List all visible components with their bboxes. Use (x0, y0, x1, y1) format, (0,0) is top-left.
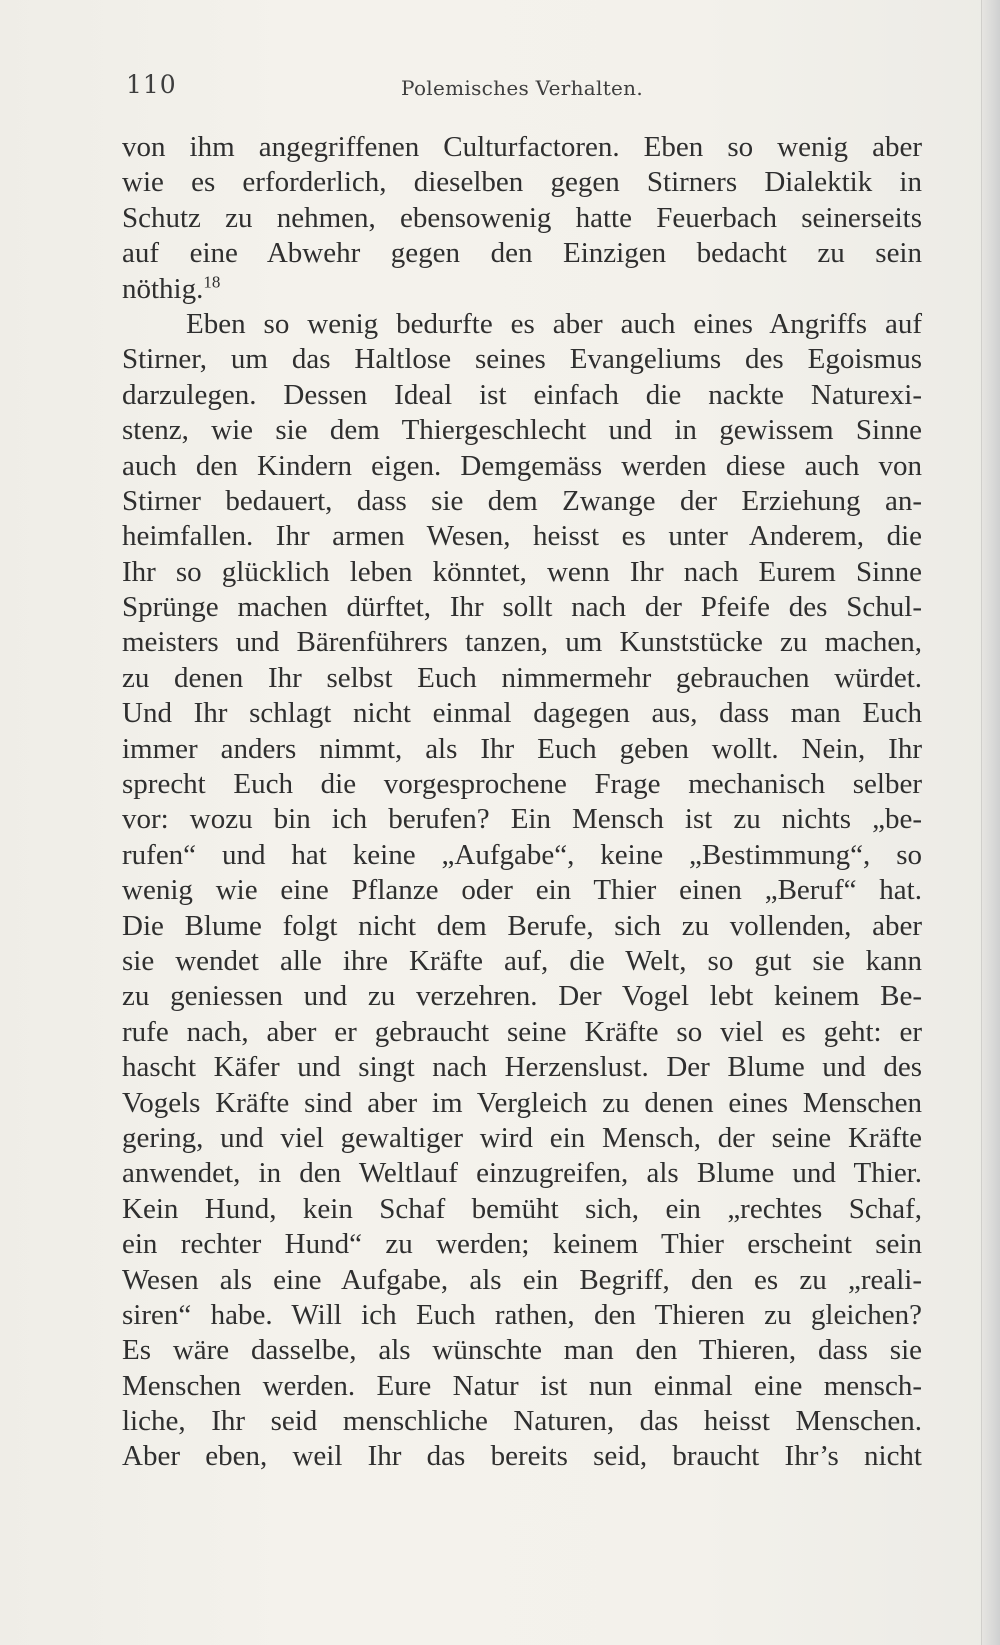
text-line: meisters und Bärenführers tanzen, um Kunststücke zu machen, (122, 626, 922, 659)
page-edge (981, 0, 1000, 1645)
text-line: sie wendet alle ihre Kräfte auf, die Welt, so gut sie kann (122, 944, 922, 977)
text-line: zu denen Ihr selbst Euch nimmermehr gebrauchen würdet. (122, 661, 922, 694)
text-line: rufe nach, aber er gebraucht seine Kräfte so viel es geht: er (122, 1015, 922, 1048)
text-line: Ihr so glücklich leben könntet, wenn Ihr nach Eurem Sinne (122, 555, 922, 588)
text-line-content: nöthig. (122, 272, 204, 305)
text-line: immer anders nimmt, als Ihr Euch geben wollt. Nein, Ihr (122, 732, 922, 765)
text-line: heimfallen. Ihr armen Wesen, heisst es unter Anderem, die (122, 520, 922, 553)
text-line: von ihm angegriffenen Culturfactoren. Eben so wenig aber (122, 131, 922, 163)
text-line: Die Blume folgt nicht dem Berufe, sich zu vollenden, aber (122, 909, 922, 942)
text-line: Kein Hund, kein Schaf bemüht sich, ein „rechtes Schaf, (122, 1192, 922, 1225)
text-line: darzulegen. Dessen Ideal ist einfach die nackte Naturexi- (122, 378, 922, 411)
text-line: Sprünge machen dürftet, Ihr sollt nach der Pfeife des Schul- (122, 591, 922, 624)
text-line: vor: wozu bin ich berufen? Ein Mensch ist zu nichts „be- (122, 803, 922, 836)
running-title: Polemisches Verhalten. (401, 76, 644, 100)
text-line: anwendet, in den Weltlauf einzugreifen, als Blume und Thier. (122, 1157, 922, 1190)
text-line: Vogels Kräfte sind aber im Vergleich zu denen eines Menschen (122, 1086, 922, 1119)
footnote-reference: 18 (203, 271, 221, 291)
text-line: stenz, wie sie dem Thiergeschlecht und in gewissem Sinne (122, 414, 922, 447)
text-line: siren“ habe. Will ich Euch rathen, den Thieren zu gleichen? (122, 1298, 922, 1331)
text-line: zu geniessen und zu verzehren. Der Vogel lebt keinem Be- (122, 980, 922, 1013)
text-line: hascht Käfer und singt nach Herzenslust. Der Blume und des (122, 1051, 922, 1084)
text-line: Menschen werden. Eure Natur ist nun einmal eine mensch- (122, 1369, 922, 1402)
text-line: Stirner bedauert, dass sie dem Zwange der Erziehung an- (122, 484, 922, 517)
text-line: Eben so wenig bedurfte es aber auch eines Angriffs auf (186, 307, 922, 340)
text-line: Stirner, um das Haltlose seines Evangeliums des Egoismus (122, 343, 922, 376)
text-line: gering, und viel gewaltiger wird ein Mensch, der seine Kräfte (122, 1121, 922, 1154)
text-line: rufen“ und hat keine „Aufgabe“, keine „Bestimmung“, so (122, 838, 922, 871)
text-line: auf eine Abwehr gegen den Einzigen bedacht zu sein (122, 237, 922, 270)
text-line: ein rechter Hund“ zu werden; keinem Thier erscheint sein (122, 1228, 922, 1261)
text-line: wenig wie eine Pflanze oder ein Thier einen „Beruf“ hat. (122, 874, 922, 907)
page-number: 110 (126, 70, 177, 99)
text-line: liche, Ihr seid menschliche Naturen, das heisst Menschen. (122, 1405, 922, 1438)
text-line: Wesen als eine Aufgabe, als ein Begriff, den es zu „reali- (122, 1263, 922, 1296)
text-line: Schutz zu nehmen, ebensowenig hatte Feuerbach seinerseits (122, 201, 922, 234)
text-line (122, 272, 922, 307)
text-line: Und Ihr schlagt nicht einmal dagegen aus, dass man Euch (122, 697, 922, 730)
body-text (122, 130, 922, 1475)
text-line: sprecht Euch die vorgesprochene Frage mechanisch selber (122, 768, 922, 801)
text-line: wie es erforderlich, dieselben gegen Stirners Dialektik in (122, 166, 922, 199)
text-line: auch den Kindern eigen. Demgemäss werden diese auch von (122, 449, 922, 482)
text-line: Aber eben, weil Ihr das bereits seid, braucht Ihr’s nicht (122, 1440, 922, 1473)
text-line: Es wäre dasselbe, als wünschte man den Thieren, dass sie (122, 1334, 922, 1367)
page-header (126, 70, 654, 110)
